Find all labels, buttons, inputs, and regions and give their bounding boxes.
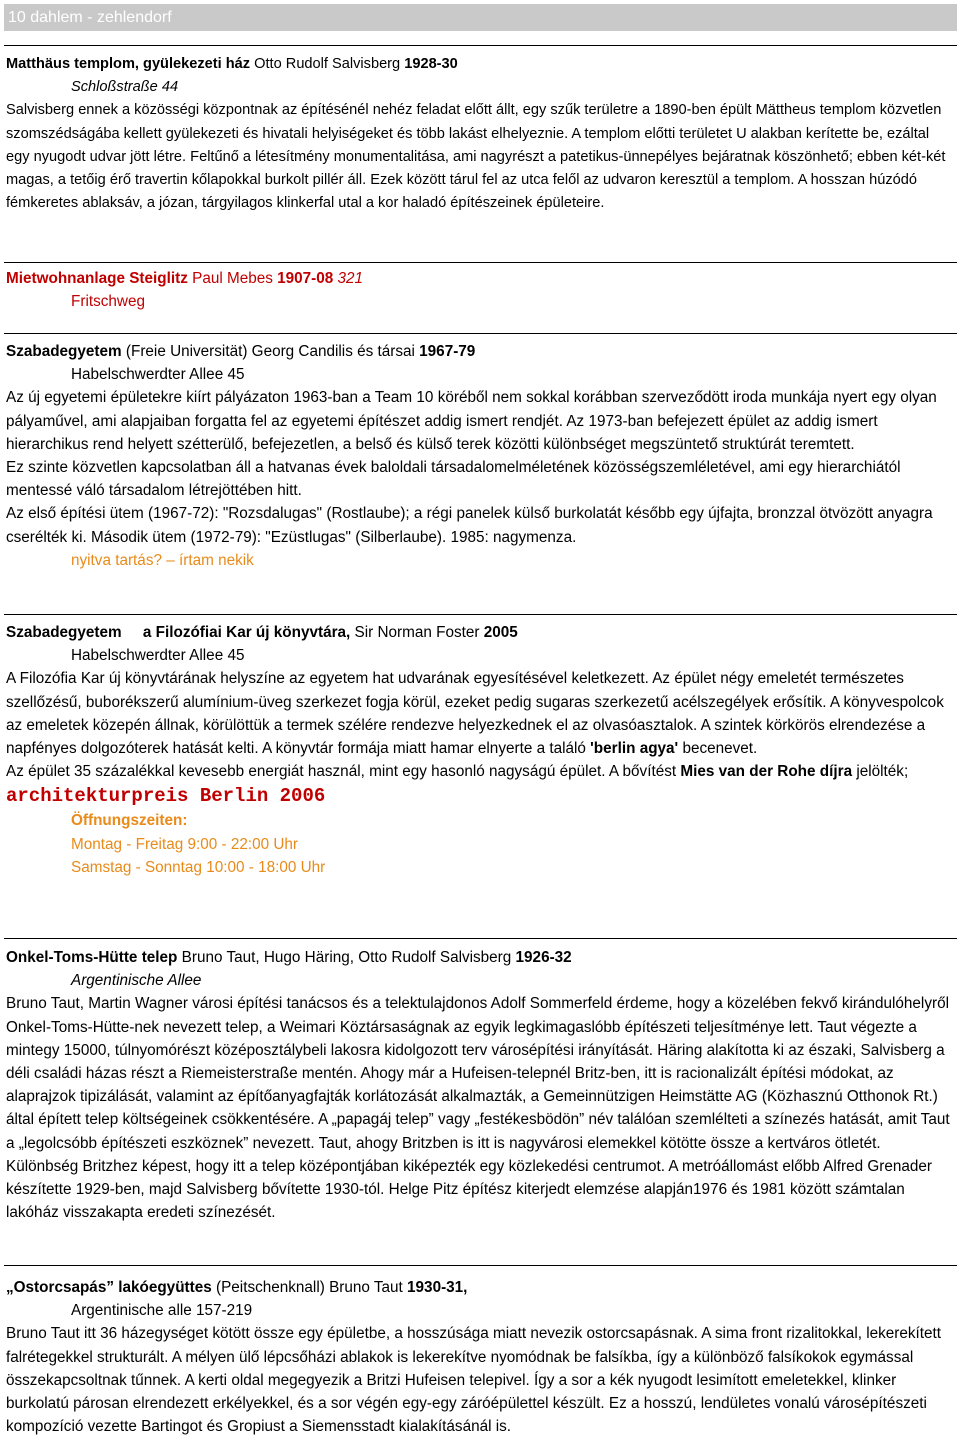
paragraph: Az új egyetemi épületekre kiírt pályázaton 1963-ban a Team 10 köréből nem sokkal korábban szerveződött iroda munkája nyert egy olyan pályaművel, ami alapjaiban forgatta fel az egyetemi építészet addig ismert rendjét. Az 1973-ban befejezett épület az addig ismert hierarchikus rend helyett szétterülő, befejezetlen, a belső és külső terek közötti különbséget megszüntető struktúrát teremtett.: [6, 389, 937, 453]
section-matthaeus: [6, 53, 954, 215]
paragraph: Bruno Taut, Martin Wagner városi építési tanácsos és a telektulajdonos Adolf Sommerfeld érdeme, hogy a közelében fekvő kirándulóhelyről Onkel-Toms-Hütte-nek nevezett telep, a Weimari Köztársaságnak az egyik legkimagaslóbb építészeti teljesítménye lett. Taut végezte a mintegy 15000, túlnyomórészt középosztálybeli lakosra kidolgozott terv városépítési irányítását. Häring alakította ki az északi, Salvisberg a déli családi házas részt a Riemeisterstraße mentén. Ahogy már a Hufeisen-telepnél Britz-ben, itt is racionalizált építési módokat, az alaprajzok tipizálását, valamint az építőanyagfajták korlátozását alkalmazták, a Gemeinnützigen Heimstätte AG (Közhasznú Otthonok Rt.) által épített telep költségeinek csökkentésére. A „papagáj telep” vagy „festékesbödön” név találóan szemlélteti a színezés hatását, amit Taut a „legolcsóbb építészeti eszköznek” nevezett. Taut, ahogy Britzben is itt is nagyvárosi elemekkel kötötte össze a kertváros ötletét. Különbség Britzhez képest, hogy itt a telep középontjában kiképezték egy közlekedési centrumot. A metróállomást előbb Alfred Grenader készítette 1929-ben, majd Salvisberg bővítette 1930-tól. Helge Pitz építész kiterjedt elemzése alapján1976 és 1981 között számtalan lakóház visszakapta eredeti színezését.: [6, 995, 950, 1222]
paragraph: Ez szinte közvetlen kapcsolatban áll a hatvanas évek baloldali társadalomelméletének közösségszemléletével, ami egy hierarchiától mentessé váló társadalom létrejöttében hitt.: [6, 459, 901, 500]
section-title: „Ostorcsapás” lakóegyüttes (Peitschenknall) Bruno Taut 1930-31,: [6, 1279, 468, 1296]
section-onkel-toms-huette: [6, 946, 954, 1224]
address: Habelschwerdter Allee 45: [71, 366, 245, 384]
section-ostorcsapas: [6, 1276, 954, 1438]
paragraph: Salvisberg ennek a közösségi központnak az építésénél nehéz feladat előtt állt, egy szűk területre a 1890-ben épült Mättheus templom közvetlen szomszédságába kellett gyülekezeti és hivatali helyiségeket és több lakást elhelyeznie. A templom előtti területet U alakban kerítette be, ezáltal egy nyugodt udvar jött létre. Feltűnő a létesítmény monumentalitása, ami nagyrészt a patetikus-ünnepélyes bejáratnak köszönhető; ebben két-két magas, a tetőig érő travertin kőlapokkal burkolt pillér áll. Ezek között tárul fel az utca felől az udvaron keresztül a templom. A hosszan húzódó fémkeretes ablaksáv, a józan, tárgyilagos klinkerfal utal a kor haladó építészeinek épületeire.: [6, 102, 946, 212]
section-title: Szabadegyetem a Filozófiai Kar új könyvtára, Sir Norman Foster 2005: [6, 624, 518, 641]
note: nyitva tartás? – írtam nekik: [71, 551, 254, 569]
section-steiglitz: [6, 267, 954, 313]
paragraph: A Filozófia Kar új könyvtárának helyszíne az egyetem hat udvarának egyesítésével keletkezett. Az épület négy emeletét természetes szellőzésű, buborékszerű alumínium-üveg szerkezet fogja körül, ezeket pedig sugaras szerkezetű acélszegélyek erősítik. A könyvespolcok az emeletek közepén állnak, körülöttük a termek szélére rendezve helyezkednek el az olvasóasztalok. A szintek körkörös elrendezése a napfényes dolgozóterek hatását kelti. A könyvtár formája miatt hamar elnyerte a találó 'berlin agya' becenevet.: [6, 670, 944, 758]
hours-weekday: Montag - Freitag 9:00 - 22:00 Uhr: [71, 835, 299, 853]
section-title: Matthäus templom, gyülekezeti ház Otto Rudolf Salvisberg 1928-30: [6, 56, 458, 72]
divider: [4, 1265, 957, 1266]
address: Fritschweg: [71, 293, 145, 311]
address: Habelschwerdter Allee 45: [71, 647, 245, 665]
divider: [4, 333, 957, 334]
hours-title: Öffnungszeiten:: [71, 812, 188, 830]
award: architekturpreis Berlin 2006: [6, 785, 326, 808]
paragraph: Az épület 35 százalékkal kevesebb energiát használ, mint egy hasonló nagyságú épület. A bővítést Mies van der Rohe díjra jelölték;: [6, 763, 909, 781]
address: Argentinische Allee: [71, 972, 202, 990]
section-title: Onkel-Toms-Hütte telep Bruno Taut, Hugo Häring, Otto Rudolf Salvisberg 1926-32: [6, 949, 572, 966]
paragraph: Az első építési ütem (1967-72): "Rozsdalugas" (Rostlaube); a régi panelek külső burkolatát később egy újfajta, bronzzal ötvözött anyagra cserélték ki. Második ütem (1972-79): "Ezüstlugas" (Silberlaube). 1985: nagymenza.: [6, 505, 933, 546]
divider: [4, 45, 957, 46]
hours-weekend: Samstag - Sonntag 10:00 - 18:00 Uhr: [71, 858, 326, 876]
section-title: Szabadegyetem (Freie Universität) Georg Candilis és társai 1967-79: [6, 343, 476, 360]
paragraph: Bruno Taut itt 36 házegységet kötött össze egy épületbe, a hosszúsága miatt nevezik ostorcsapásnak. A sima front rizalitokkal, lekerekített falrétegekkel strukturált. A mélyen ülő lépcsőházi ablakok is lekerekítve nyomódnak be falsíkba, így a különböző falsíkokok egymással összekapcsoltnak tűnnek. A kerti oldal megegyezik a Britzi Hufeisen telepivel. Így a sor a kék nyugodt lesimított emeletekkel, klinker burkolatú párosan elrendezett erkélyekkel, és a sor végén egy-egy záróépülettel készült. Ez a hosszú, lendületes vonalú városépítészeti kompozíció vezette Bartingot és Gropiust a Siemensstadt kialakításánál is.: [6, 1325, 942, 1436]
divider: [4, 614, 957, 615]
section-filozofiai-konyvtar: [6, 621, 954, 879]
section-title: Mietwohnanlage Steiglitz Paul Mebes 1907-08 321: [6, 270, 364, 287]
divider: [4, 938, 957, 939]
address: Argentinische alle 157-219: [71, 1302, 253, 1320]
section-szabadegyetem: [6, 340, 954, 572]
address: Schloßstraße 44: [71, 79, 179, 96]
divider: [4, 262, 957, 263]
page-header: 10 dahlem - zehlendorf: [4, 4, 957, 31]
